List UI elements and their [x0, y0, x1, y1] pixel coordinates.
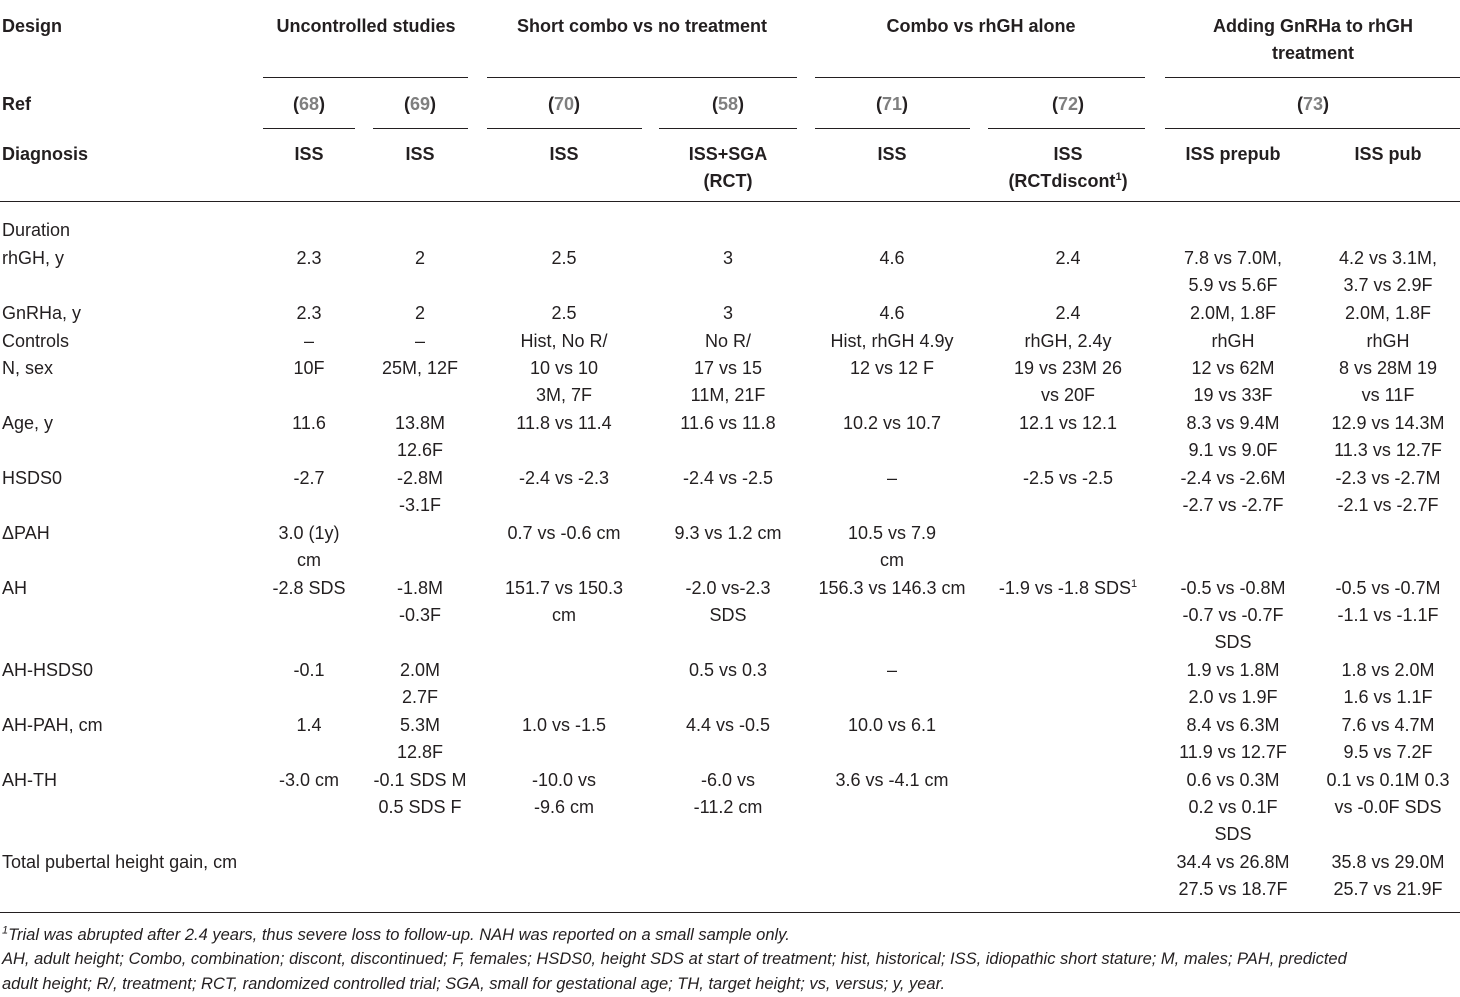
ref-header: Ref — [2, 94, 32, 114]
cell: 3 — [722, 248, 734, 268]
cell: 12 vs 62M 19 vs 33F — [1191, 358, 1275, 405]
ref-rule-71 — [815, 128, 970, 129]
row-label: GnRHa, y — [2, 303, 82, 323]
cell: 2.5 — [551, 303, 577, 323]
cell: 11.8 vs 11.4 — [516, 413, 612, 433]
group-rule-3 — [815, 77, 1145, 78]
cell: 10F — [293, 358, 325, 378]
cell: 1.8 vs 2.0M 1.6 vs 1.1F — [1341, 660, 1435, 707]
cell: 34.4 vs 26.8M 27.5 vs 18.7F — [1176, 852, 1290, 899]
cell: rhGH, 2.4y — [1024, 331, 1112, 351]
cell: 12 vs 12 F — [849, 358, 935, 378]
header-rule — [0, 201, 1460, 202]
cell: -10.0 vs -9.6 cm — [531, 770, 597, 817]
cell: -0.5 vs -0.7M -1.1 vs -1.1F — [1335, 578, 1441, 625]
cell: 1.9 vs 1.8M 2.0 vs 1.9F — [1186, 660, 1280, 707]
cell: -2.0 vs-2.3 SDS — [685, 578, 771, 625]
cell: 0.5 vs 0.3 — [688, 660, 768, 680]
ref-73[interactable]: (73) — [1296, 94, 1330, 114]
cell: -1.8M -0.3F — [396, 578, 443, 625]
cell: 7.8 vs 7.0M, 5.9 vs 5.6F — [1183, 248, 1283, 295]
row-label: HSDS0 — [2, 468, 63, 488]
row-label: Duration — [2, 220, 71, 240]
cell: -2.4 vs -2.3 — [518, 468, 610, 488]
cell: -2.5 vs -2.5 — [1022, 468, 1114, 488]
cell: 4.4 vs -0.5 — [685, 715, 771, 735]
cell: 2.0M, 1.8F — [1189, 303, 1277, 323]
diagnosis-c4: ISS+SGA (RCT) — [688, 144, 768, 191]
diagnosis-c1: ISS — [294, 144, 324, 164]
group-uncontrolled: Uncontrolled studies — [276, 16, 456, 36]
cell: 2.0M 2.7F — [399, 660, 441, 707]
ref-71[interactable]: (71) — [875, 94, 909, 114]
cell: 11.6 — [292, 413, 326, 433]
ref-69[interactable]: (69) — [403, 94, 437, 114]
cell: 4.2 vs 3.1M, 3.7 vs 2.9F — [1338, 248, 1438, 295]
diagnosis-c2: ISS — [405, 144, 435, 164]
cell: 12.9 vs 14.3M 11.3 vs 12.7F — [1331, 413, 1445, 460]
ref-rule-68 — [263, 128, 355, 129]
ref-rule-72 — [988, 128, 1145, 129]
diagnosis-c3: ISS — [549, 144, 579, 164]
row-label: Age, y — [2, 413, 54, 433]
cell: 10 vs 10 3M, 7F — [529, 358, 599, 405]
cell: -2.4 vs -2.5 — [682, 468, 774, 488]
cell: 4.6 — [879, 303, 905, 323]
cell: 2.0M, 1.8F — [1344, 303, 1432, 323]
abbreviations-line-1: AH, adult height; Combo, combination; discont, discontinued; F, females; HSDS0, height SDS at start of treatment; hist, historical; ISS, idiopathic short stature; M, males; PAH, predicted — [2, 950, 1347, 968]
ref-rule-70 — [487, 128, 642, 129]
cell: 2.3 — [296, 303, 322, 323]
cell: rhGH — [1211, 331, 1255, 351]
cell: 17 vs 15 11M, 21F — [690, 358, 766, 405]
ref-rule-58 — [659, 128, 797, 129]
cell: 2.4 — [1055, 248, 1081, 268]
cell: rhGH — [1366, 331, 1410, 351]
group-short-combo: Short combo vs no treatment — [516, 16, 768, 36]
design-header: Design — [2, 16, 63, 36]
cell: 10.2 vs 10.7 — [842, 413, 942, 433]
row-label: AH-PAH, cm — [2, 715, 103, 735]
cell: 3.6 vs -4.1 cm — [835, 770, 949, 790]
cell: -0.1 SDS M 0.5 SDS F — [373, 770, 467, 817]
cell: 2 — [414, 248, 426, 268]
group-rule-1 — [263, 77, 468, 78]
cell: Hist, No R/ — [520, 331, 608, 351]
cell: -0.5 vs -0.8M -0.7 vs -0.7F SDS — [1180, 578, 1286, 652]
cell: Hist, rhGH 4.9y — [830, 331, 954, 351]
group-adding-gnrha: Adding GnRHa to rhGH treatment — [1213, 16, 1413, 63]
cell: 35.8 vs 29.0M 25.7 vs 21.9F — [1331, 852, 1445, 899]
bottom-rule — [0, 912, 1460, 913]
cell: 10.0 vs 6.1 — [847, 715, 937, 735]
row-label: Controls — [2, 331, 70, 351]
cell: 0.1 vs 0.1M 0.3 vs -0.0F SDS — [1326, 770, 1450, 817]
cell: 11.6 vs 11.8 — [680, 413, 776, 433]
cell: 8.3 vs 9.4M 9.1 vs 9.0F — [1186, 413, 1280, 460]
cell: -2.4 vs -2.6M -2.7 vs -2.7F — [1180, 468, 1286, 515]
cell: 2.5 — [551, 248, 577, 268]
cell: 2.4 — [1055, 303, 1081, 323]
cell: – — [886, 660, 898, 680]
row-label: AH-HSDS0 — [2, 660, 94, 680]
cell: -0.1 — [293, 660, 325, 680]
cell: -1.9 vs -1.8 SDS$^1$ — [998, 578, 1138, 598]
cell: 19 vs 23M 26 vs 20F — [1013, 358, 1123, 405]
abbreviations-line-2: adult height; R/, treatment; RCT, randomized controlled trial; SGA, small for gestational age; TH, target height; vs, versus; y, year. — [2, 975, 946, 993]
ref-68[interactable]: (68) — [292, 94, 326, 114]
cell: – — [303, 331, 315, 351]
row-label: AH — [2, 578, 28, 598]
cell: 156.3 vs 146.3 cm — [818, 578, 966, 598]
group-combo-vs-rhgh: Combo vs rhGH alone — [886, 16, 1076, 36]
ref-58[interactable]: (58) — [711, 94, 745, 114]
cell: -2.3 vs -2.7M -2.1 vs -2.7F — [1335, 468, 1441, 515]
cell: 10.5 vs 7.9 cm — [847, 523, 937, 570]
cell: -2.8M -3.1F — [396, 468, 443, 515]
cell: 3.0 (1y) cm — [278, 523, 340, 570]
cell: 9.3 vs 1.2 cm — [674, 523, 782, 543]
cell: 4.6 — [879, 248, 905, 268]
cell: 0.6 vs 0.3M 0.2 vs 0.1F SDS — [1186, 770, 1280, 844]
row-label: ΔPAH — [2, 523, 50, 543]
cell: 1.0 vs -1.5 — [521, 715, 607, 735]
row-label: rhGH, y — [2, 248, 65, 268]
diagnosis-c7: ISS prepub — [1185, 144, 1281, 164]
row-label: Total pubertal height gain, cm — [2, 852, 238, 872]
cell: 1.4 — [296, 715, 322, 735]
cell: 7.6 vs 4.7M 9.5 vs 7.2F — [1341, 715, 1435, 762]
row-label: AH-TH — [2, 770, 57, 790]
cell: -6.0 vs -11.2 cm — [693, 770, 763, 817]
footnote-marker-1: 1 — [1130, 578, 1138, 590]
group-rule-4 — [1165, 77, 1460, 78]
cell: 8 vs 28M 19 vs 11F — [1338, 358, 1438, 405]
cell: -2.8 SDS — [272, 578, 346, 598]
cell: -2.7 — [293, 468, 325, 488]
diagnosis-header: Diagnosis — [2, 144, 89, 164]
cell: 2 — [414, 303, 426, 323]
cell: -3.0 cm — [278, 770, 340, 790]
cell: 13.8M 12.6F — [394, 413, 446, 460]
group-rule-2 — [487, 77, 797, 78]
cell: 3 — [722, 303, 734, 323]
footnote-1: $^1$Trial was abrupted after 2.4 years, thus severe loss to follow-up. NAH was reported on a small sample only. — [2, 924, 790, 944]
cell: 2.3 — [296, 248, 322, 268]
ref-rule-69 — [373, 128, 468, 129]
cell: 5.3M 12.8F — [396, 715, 444, 762]
row-label: N, sex — [2, 358, 54, 378]
cell: 151.7 vs 150.3 cm — [504, 578, 624, 625]
cell: – — [886, 468, 898, 488]
cell: 25M, 12F — [381, 358, 459, 378]
footnote-marker-1: 1 — [1115, 171, 1122, 183]
diagnosis-c6: ISS (RCTdiscont$^1$) — [1008, 144, 1128, 191]
diagnosis-c5: ISS — [877, 144, 907, 164]
cell: No R/ — [704, 331, 752, 351]
diagnosis-c8: ISS pub — [1354, 144, 1422, 164]
ref-70[interactable]: (70) — [547, 94, 581, 114]
ref-72[interactable]: (72) — [1051, 94, 1085, 114]
cell: – — [414, 331, 426, 351]
cell: 0.7 vs -0.6 cm — [507, 523, 621, 543]
cell: 12.1 vs 12.1 — [1018, 413, 1118, 433]
ref-rule-73 — [1165, 128, 1460, 129]
cell: 8.4 vs 6.3M 11.9 vs 12.7F — [1179, 715, 1287, 762]
